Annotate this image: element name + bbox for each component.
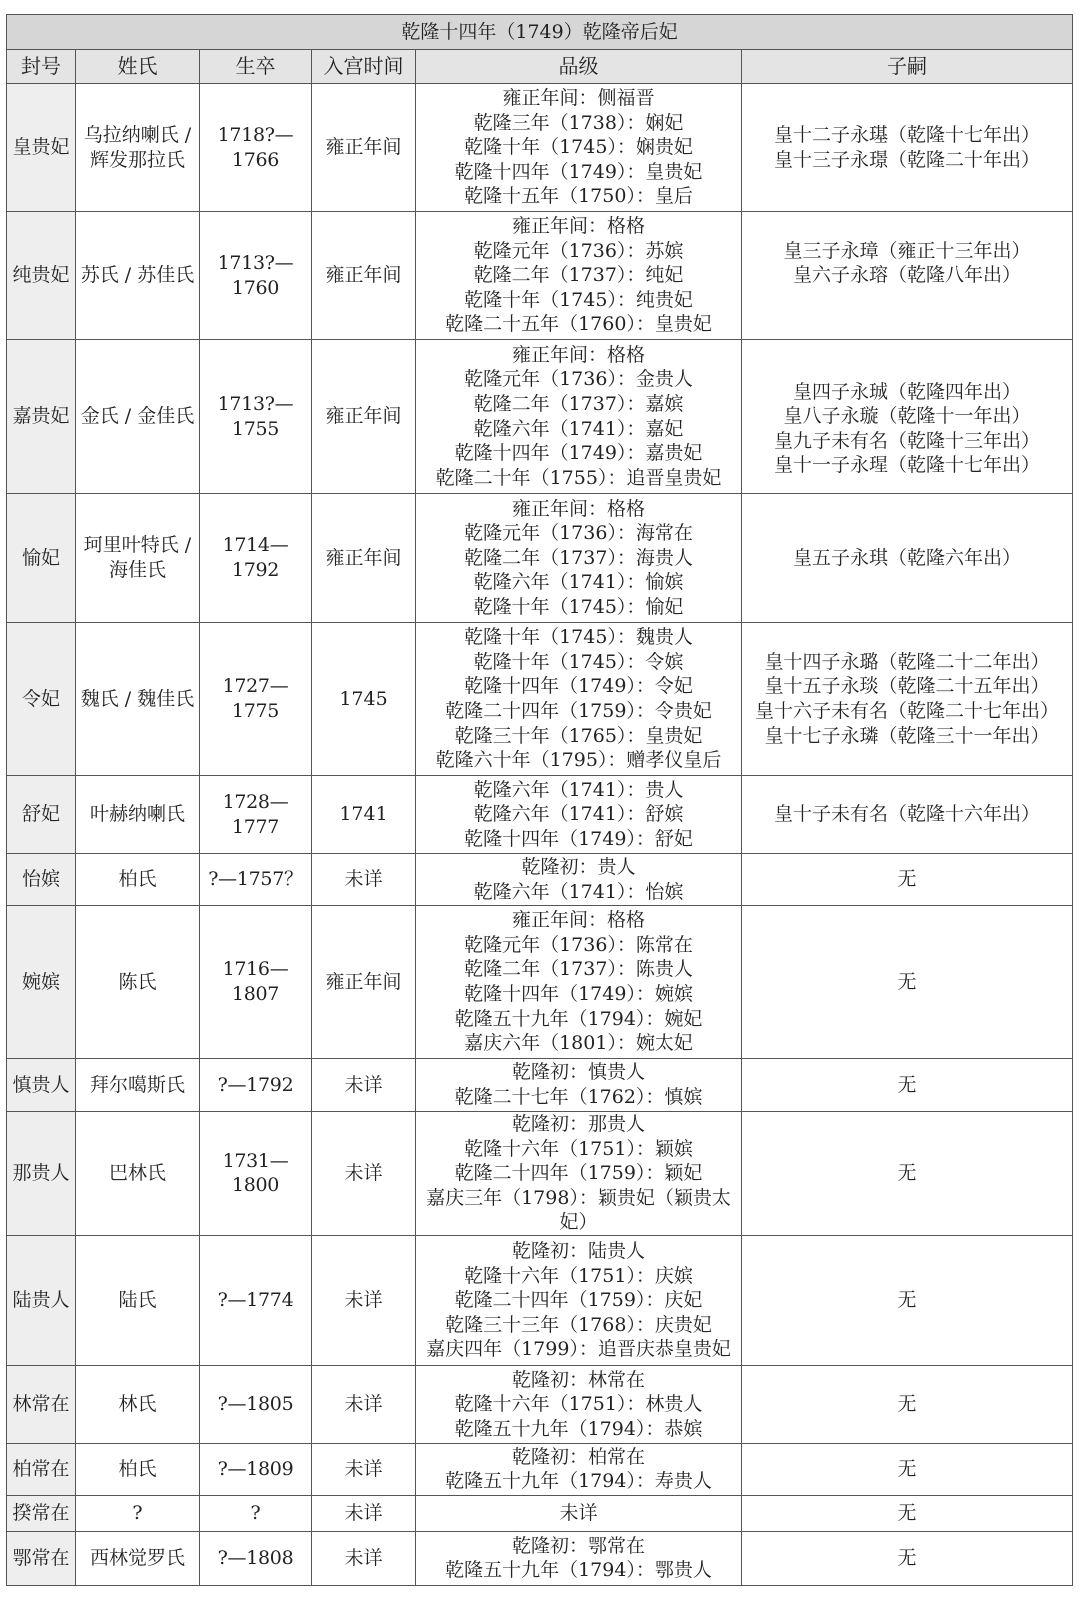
table-row: [7, 623, 1073, 776]
table-row: [7, 1443, 1073, 1495]
lifespan-cell: 1718?—1766: [200, 84, 312, 212]
entry-cell: 未详: [312, 1365, 416, 1443]
surname-cell: 珂里叶特氏 / 海佳氏: [76, 494, 200, 623]
children-cell: 皇十子未有名（乾隆十六年出）: [742, 776, 1073, 854]
lifespan-cell: ?: [200, 1495, 312, 1531]
entry-cell: 未详: [312, 1235, 416, 1365]
table-caption: 乾隆十四年（1749）乾隆帝后妃: [7, 15, 1073, 50]
header-surname: 姓氏: [76, 50, 200, 84]
rank-cell: 乾隆初：林常在 乾隆十六年（1751）：林贵人 乾隆五十九年（1794）：恭嫔: [416, 1365, 742, 1443]
children-cell: 无: [742, 1495, 1073, 1531]
surname-cell: 巴林氏: [76, 1112, 200, 1236]
surname-cell: 陆氏: [76, 1235, 200, 1365]
surname-cell: 乌拉纳喇氏 / 辉发那拉氏: [76, 84, 200, 212]
lifespan-cell: ?—1809: [200, 1443, 312, 1495]
rank-cell: 雍正年间：格格 乾隆元年（1736）：海常在 乾隆二年（1737）：海贵人 乾隆六年（1741）：愉嫔 乾隆十年（1745）：愉妃: [416, 494, 742, 623]
table-row: [7, 906, 1073, 1059]
children-cell: 无: [742, 1235, 1073, 1365]
surname-cell: 金氏 / 金佳氏: [76, 340, 200, 494]
table-row: [7, 1059, 1073, 1112]
title-cell: 怡嫔: [7, 854, 76, 906]
rank-cell: 乾隆初：柏常在 乾隆五十九年（1794）：寿贵人: [416, 1443, 742, 1495]
title-cell: 慎贵人: [7, 1059, 76, 1112]
children-cell: 无: [742, 854, 1073, 906]
surname-cell: 叶赫纳喇氏: [76, 776, 200, 854]
rank-cell: 乾隆初：鄂常在 乾隆五十九年（1794）：鄂贵人: [416, 1531, 742, 1585]
children-cell: 皇五子永琪（乾隆六年出）: [742, 494, 1073, 623]
table-row: [7, 1365, 1073, 1443]
entry-cell: 雍正年间: [312, 84, 416, 212]
surname-cell: 苏氏 / 苏佳氏: [76, 212, 200, 340]
title-cell: 皇贵妃: [7, 84, 76, 212]
title-cell: 纯贵妃: [7, 212, 76, 340]
title-cell: 柏常在: [7, 1443, 76, 1495]
lifespan-cell: ?—1757？: [200, 854, 312, 906]
header-rank: 品级: [416, 50, 742, 84]
surname-cell: 柏氏: [76, 854, 200, 906]
table-row: [7, 1531, 1073, 1585]
rank-cell: 未详: [416, 1495, 742, 1531]
children-cell: 皇三子永璋（雍正十三年出） 皇六子永瑢（乾隆八年出）: [742, 212, 1073, 340]
rank-cell: 乾隆初：那贵人 乾隆十六年（1751）：颖嫔 乾隆二十四年（1759）：颖妃 嘉庆三年（1798）：颖贵妃（颖贵太妃）: [416, 1112, 742, 1236]
header-entry-time: 入宫时间: [312, 50, 416, 84]
lifespan-cell: ?—1805: [200, 1365, 312, 1443]
surname-cell: 林氏: [76, 1365, 200, 1443]
surname-cell: 陈氏: [76, 906, 200, 1059]
table-row: [7, 212, 1073, 340]
surname-cell: 西林觉罗氏: [76, 1531, 200, 1585]
rank-cell: 乾隆初：贵人 乾隆六年（1741）：怡嫔: [416, 854, 742, 906]
lifespan-cell: 1713?—1755: [200, 340, 312, 494]
title-cell: 陆贵人: [7, 1235, 76, 1365]
header-lifespan: 生卒: [200, 50, 312, 84]
rank-cell: 雍正年间：格格 乾隆元年（1736）：苏嫔 乾隆二年（1737）：纯妃 乾隆十年（1745）：纯贵妃 乾隆二十五年（1760）：皇贵妃: [416, 212, 742, 340]
lifespan-cell: ?—1808: [200, 1531, 312, 1585]
children-cell: 皇十四子永璐（乾隆二十二年出） 皇十五子永琰（乾隆二十五年出） 皇十六子未有名（乾隆二十七年出） 皇十七子永璘（乾隆三十一年出）: [742, 623, 1073, 776]
title-cell: 嘉贵妃: [7, 340, 76, 494]
rank-cell: 乾隆六年（1741）：贵人 乾隆六年（1741）：舒嫔 乾隆十四年（1749）：舒妃: [416, 776, 742, 854]
title-cell: 林常在: [7, 1365, 76, 1443]
table-row: [7, 340, 1073, 494]
entry-cell: 雍正年间: [312, 494, 416, 623]
entry-cell: 雍正年间: [312, 340, 416, 494]
surname-cell: 拜尔噶斯氏: [76, 1059, 200, 1112]
title-cell: 婉嫔: [7, 906, 76, 1059]
lifespan-cell: ?—1792: [200, 1059, 312, 1112]
entry-cell: 未详: [312, 1443, 416, 1495]
children-cell: 无: [742, 1443, 1073, 1495]
lifespan-cell: ?—1774: [200, 1235, 312, 1365]
table-row: [7, 854, 1073, 906]
entry-cell: 未详: [312, 1531, 416, 1585]
title-cell: 鄂常在: [7, 1531, 76, 1585]
entry-cell: 1741: [312, 776, 416, 854]
children-cell: 无: [742, 1531, 1073, 1585]
rank-cell: 乾隆初：陆贵人 乾隆十六年（1751）：庆嫔 乾隆二十四年（1759）：庆妃 乾隆三十三年（1768）：庆贵妃 嘉庆四年（1799）：追晋庆恭皇贵妃: [416, 1235, 742, 1365]
lifespan-cell: 1713?—1760: [200, 212, 312, 340]
rank-cell: 雍正年间：格格 乾隆元年（1736）：金贵人 乾隆二年（1737）：嘉嫔 乾隆六年（1741）：嘉妃 乾隆十四年（1749）：嘉贵妃 乾隆二十年（1755）：追晋皇贵妃: [416, 340, 742, 494]
surname-cell: 魏氏 / 魏佳氏: [76, 623, 200, 776]
rank-cell: 乾隆初：慎贵人 乾隆二十七年（1762）：慎嫔: [416, 1059, 742, 1112]
entry-cell: 未详: [312, 1495, 416, 1531]
entry-cell: 雍正年间: [312, 212, 416, 340]
title-cell: 令妃: [7, 623, 76, 776]
lifespan-cell: 1727—1775: [200, 623, 312, 776]
consort-table: [6, 14, 1073, 1586]
header-title: 封号: [7, 50, 76, 84]
entry-cell: 雍正年间: [312, 906, 416, 1059]
children-cell: 无: [742, 1059, 1073, 1112]
table-row: [7, 1112, 1073, 1236]
entry-cell: 未详: [312, 854, 416, 906]
entry-cell: 未详: [312, 1112, 416, 1236]
surname-cell: ?: [76, 1495, 200, 1531]
children-cell: 皇四子永珹（乾隆四年出） 皇八子永璇（乾隆十一年出） 皇九子未有名（乾隆十三年出） 皇十一子永瑆（乾隆十七年出）: [742, 340, 1073, 494]
title-cell: 愉妃: [7, 494, 76, 623]
title-cell: 揆常在: [7, 1495, 76, 1531]
entry-cell: 未详: [312, 1059, 416, 1112]
lifespan-cell: 1728—1777: [200, 776, 312, 854]
entry-cell: 1745: [312, 623, 416, 776]
table-row: [7, 494, 1073, 623]
table-row: [7, 776, 1073, 854]
table-row: [7, 1495, 1073, 1531]
table-row: [7, 1235, 1073, 1365]
table-row: [7, 84, 1073, 212]
header-children: 子嗣: [742, 50, 1073, 84]
children-cell: 无: [742, 906, 1073, 1059]
rank-cell: 雍正年间：侧福晋 乾隆三年（1738）：娴妃 乾隆十年（1745）：娴贵妃 乾隆十四年（1749）：皇贵妃 乾隆十五年（1750）：皇后: [416, 84, 742, 212]
rank-cell: 乾隆十年（1745）：魏贵人 乾隆十年（1745）：令嫔 乾隆十四年（1749）：令妃 乾隆二十四年（1759）：令贵妃 乾隆三十年（1765）：皇贵妃 乾隆六十年（1795）：赠孝仪皇后: [416, 623, 742, 776]
rank-cell: 雍正年间：格格 乾隆元年（1736）：陈常在 乾隆二年（1737）：陈贵人 乾隆十四年（1749）：婉嫔 乾隆五十九年（1794）：婉妃 嘉庆六年（1801）：婉太妃: [416, 906, 742, 1059]
surname-cell: 柏氏: [76, 1443, 200, 1495]
children-cell: 皇十二子永璂（乾隆十七年出） 皇十三子永璟（乾隆二十年出）: [742, 84, 1073, 212]
lifespan-cell: 1716—1807: [200, 906, 312, 1059]
lifespan-cell: 1731—1800: [200, 1112, 312, 1236]
title-cell: 舒妃: [7, 776, 76, 854]
title-cell: 那贵人: [7, 1112, 76, 1236]
children-cell: 无: [742, 1112, 1073, 1236]
lifespan-cell: 1714—1792: [200, 494, 312, 623]
children-cell: 无: [742, 1365, 1073, 1443]
